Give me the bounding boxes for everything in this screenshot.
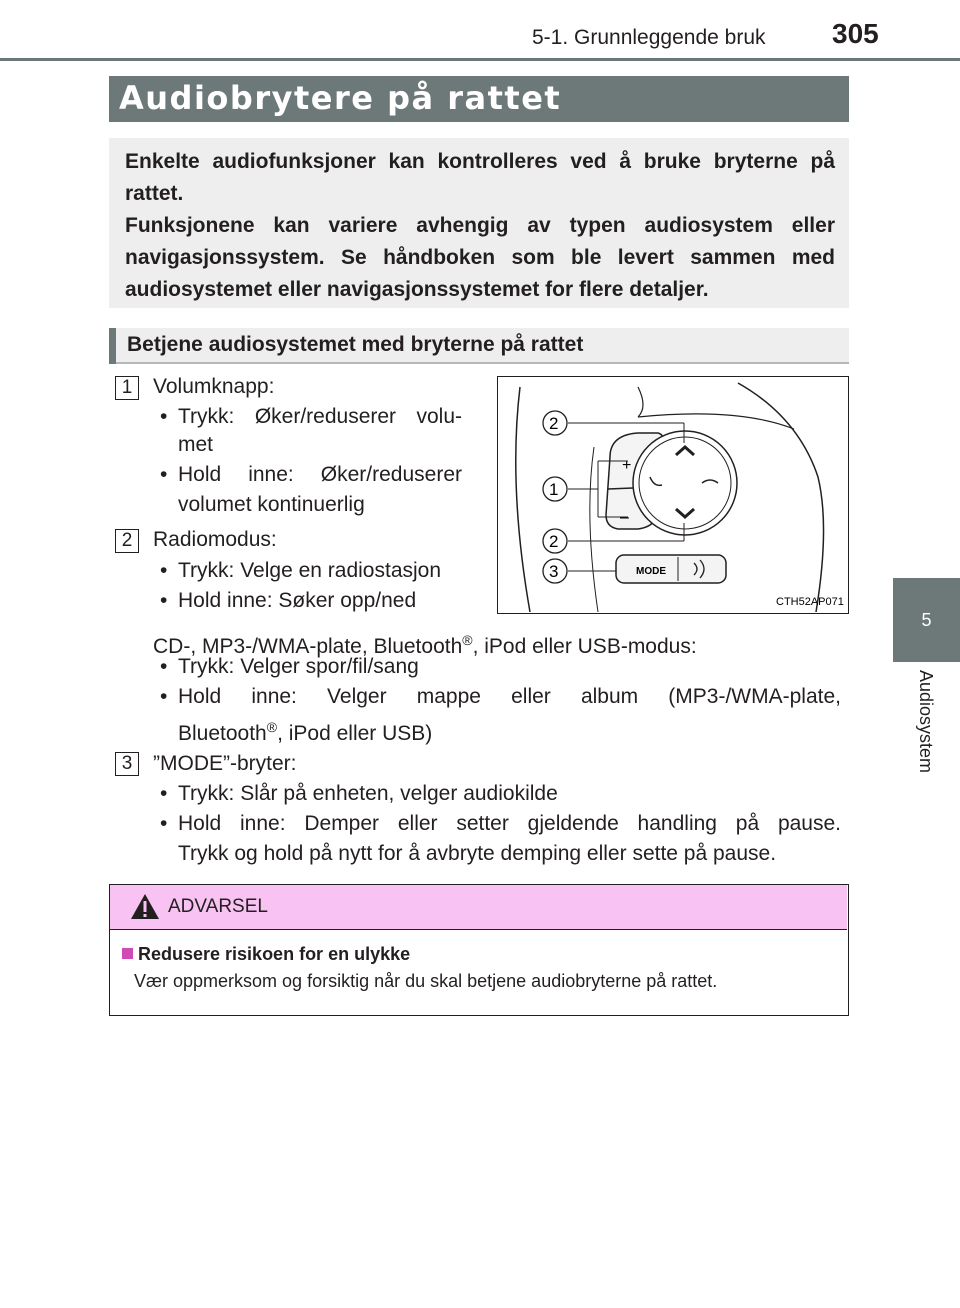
bullet: •	[160, 559, 168, 582]
cd-line-a: CD-, MP3-/WMA-plate, Bluetooth	[153, 635, 463, 658]
warning-header	[110, 885, 847, 930]
bullet: •	[160, 589, 168, 612]
item-2-bullet-2: Hold inne: Søker opp/ned	[178, 589, 417, 612]
minus-label: –	[620, 509, 629, 526]
cd-line-b: , iPod eller USB-modus:	[472, 635, 697, 658]
item-number-2: 2	[115, 529, 139, 553]
steering-switch-illustration	[498, 377, 847, 612]
item-1-bullet-2: Hold inne: Øker/reduserer	[178, 463, 462, 486]
item-2-bullet-4: Hold inne: Velger mappe eller album (MP3-/WMA-plate,	[178, 685, 841, 708]
intro-line-1: Enkelte audiofunksjoner kan kontrolleres ved å bruke bryterne på rattet.	[125, 150, 835, 205]
item-2-bullet-3: Trykk: Velger spor/fil/sang	[178, 655, 419, 678]
intro-panel	[109, 138, 849, 308]
bullet: •	[160, 405, 168, 428]
item-1-bullet-1: Trykk: Øker/reduserer volu-	[178, 405, 462, 428]
chapter-tab: 5	[893, 578, 960, 662]
chapter-label	[896, 670, 956, 790]
section-title: 5-1. Grunnleggende bruk	[532, 26, 766, 49]
item-1-title: Volumknapp:	[153, 375, 275, 398]
steering-switch-figure	[497, 376, 849, 614]
callout-2-bottom: 2	[549, 532, 559, 551]
item-2-title: Radiomodus:	[153, 528, 277, 551]
item-2-bullet-4-cont	[178, 712, 432, 749]
item-3-title: ”MODE”-bryter:	[153, 752, 297, 775]
registered-mark: ®	[266, 719, 278, 735]
item-1-bullet-1-cont: met	[178, 433, 214, 456]
item-3-bullet-2-cont: Trykk og hold på nytt for å avbryte demping eller sette på pause.	[178, 842, 777, 865]
subheading-text: Betjene audiosystemet med bryterne på rattet	[127, 333, 584, 356]
page-number: 305	[832, 18, 879, 49]
item-number-3: 3	[115, 752, 139, 776]
b4b-b: , iPod eller USB)	[277, 722, 433, 745]
bullet: •	[160, 812, 168, 835]
bullet: •	[160, 463, 168, 486]
figure-code: CTH52AP071	[776, 596, 844, 608]
page-title: Audiobrytere på rattet	[119, 79, 562, 117]
mode-label: MODE	[636, 566, 666, 577]
warning-title	[122, 944, 410, 965]
callout-2-top: 2	[549, 414, 559, 433]
warning-triangle-icon	[130, 893, 160, 920]
b4b-a: Bluetooth	[178, 722, 267, 745]
bullet: •	[160, 782, 168, 805]
intro-line-2: Funksjonene kan variere avhengig av typen audiosystem eller navigasjonssystem. Se håndboken som ble levert sammen med audiosystemet eller navigasjonssystemet for flere detaljer.	[125, 214, 835, 301]
title-bar	[109, 76, 849, 122]
warning-label: ADVARSEL	[168, 896, 268, 917]
warning-title-text: Redusere risikoen for en ulykke	[138, 944, 411, 964]
callout-3: 3	[549, 562, 559, 581]
item-2-bullet-1: Trykk: Velge en radiostasjon	[178, 559, 442, 582]
subheading	[109, 328, 849, 364]
warning-box	[109, 884, 849, 1016]
square-bullet-icon	[122, 948, 133, 959]
bullet: •	[160, 685, 168, 708]
chapter-label-text: Audiosystem	[916, 670, 936, 774]
warning-body: Vær oppmerksom og forsiktig når du skal betjene audiobryterne på rattet.	[134, 971, 718, 991]
callout-1: 1	[549, 480, 559, 499]
item-number-1: 1	[115, 376, 139, 400]
item-1-bullet-2-cont: volumet kontinuerlig	[178, 493, 365, 516]
header-rule	[0, 58, 960, 61]
plus-label: +	[622, 457, 632, 474]
bullet: •	[160, 655, 168, 678]
item-3-bullet-1: Trykk: Slår på enheten, velger audiokilde	[178, 782, 558, 805]
registered-mark: ®	[462, 632, 473, 648]
item-3-bullet-2: Hold inne: Demper eller setter gjeldende handling på pause.	[178, 812, 841, 835]
subheading-bar	[109, 328, 116, 364]
